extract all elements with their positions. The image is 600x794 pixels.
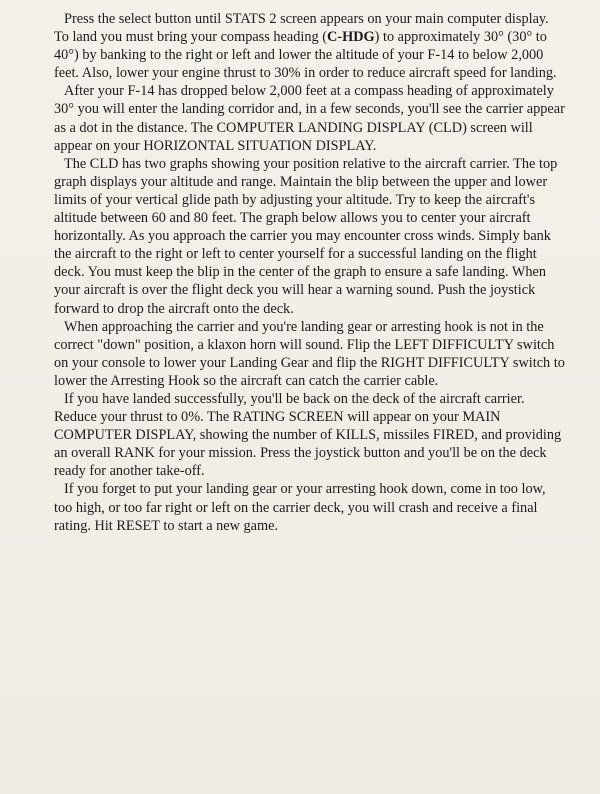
paragraph-crash-rating (54, 480, 566, 534)
text-segment: If you forget to put your landing gear or your arresting hook down, come in too low, too high, or too far right or left on the carrier deck, you will crash and receive a final rating. Hit RESET to start a new game. (54, 481, 546, 534)
text-segment: ) to approximately 30° (30° to 40°) by banking to the right or left and lower the altitude of your F-14 to below 2,000 feet. Also, lower your engine thrust to 30% in order to reduce aircraft speed for landing. (54, 29, 557, 82)
text-segment: After your F-14 has dropped below 2,000 feet at a compass heading of approximately 30° you will enter the landing corridor and, in a few seconds, you'll see the carrier appear as a dot in the distance. The COMPUTER LANDING DISPLAY (CLD) screen will appear on your HORIZONTAL SITUATION DISPLAY. (54, 83, 565, 154)
text-segment: When approaching the carrier and you're landing gear or arresting hook is not in the correct "down" position, a klaxon horn will sound. Flip the LEFT DIFFICULTY switch on your console to lower your Landing Gear and flip the RIGHT DIFFICULTY switch to lower the Arresting Hook so the aircraft can catch the carrier cable. (54, 318, 565, 389)
text-segment: The CLD has two graphs showing your position relative to the aircraft carrier. The top graph displays your altitude and range. Maintain the blip between the upper and lower limits of your vertical glide path by adjusting your altitude. Try to keep the aircraft's altitude between 60 and 80 feet. The graph below allows you to center your aircraft horizontally. As you approach the carrier you may encounter cross winds. Simply bank the aircraft to the right or left to center yourself for a successful landing on the flight deck. You must keep the blip in the center of the graph to ensure a safe landing. When your aircraft is over the flight deck you will hear a warning sound. Push the joystick forward to drop the aircraft onto the deck. (54, 155, 558, 317)
paragraph-successful-landing (54, 390, 566, 480)
paragraph-landing-approach (54, 10, 566, 82)
text-segment: If you have landed successfully, you'll be back on the deck of the aircraft carrier. Reduce your thrust to 0%. The RATING SCREEN will appear on your MAIN COMPUTER DISPLAY, showing the number of KILLS, missiles FIRED, and providing an overall RANK for your mission. Press the joystick button and you'll be on the deck ready for another take-off. (54, 390, 562, 480)
compass-heading-label: C-HDG (326, 29, 375, 46)
paragraph-cld-graphs (54, 155, 566, 318)
paragraph-landing-corridor (54, 82, 566, 154)
text-segment: Press the select button until STATS 2 screen appears on your main computer display. To land you must bring your compass heading ( (54, 11, 549, 46)
body-text (54, 10, 566, 535)
paragraph-landing-gear-warning (54, 318, 566, 390)
